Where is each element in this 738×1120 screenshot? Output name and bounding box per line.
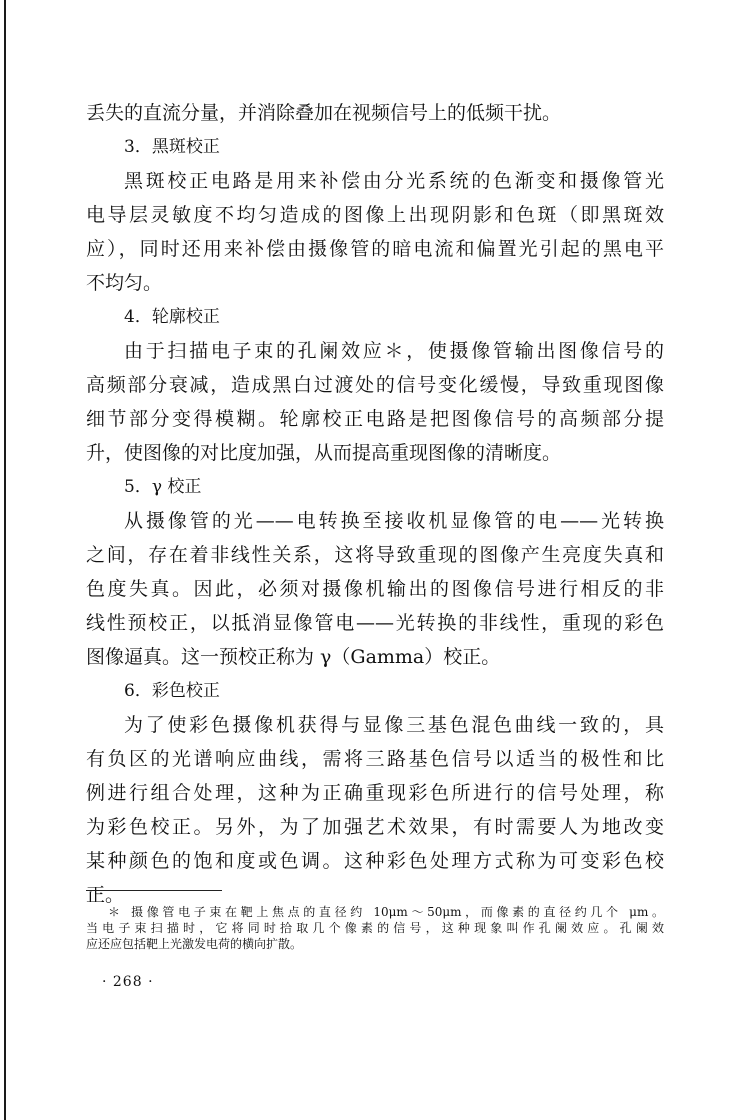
paragraph-line: 有负区的光谱响应曲线，需将三路基色信号以适当的极性和比 (86, 748, 664, 770)
paragraph-line: 为了使彩色摄像机获得与显像三基色混色曲线一致的，具 (124, 714, 664, 736)
paragraph-line: 线性预校正，以抵消显像管电——光转换的非线性，重现的彩色 (86, 612, 664, 634)
section-heading-contour-correction: 4．轮廓校正 (124, 307, 220, 327)
paragraph-line: 例进行组合处理，这种为正确重现彩色所进行的信号处理，称 (86, 782, 664, 804)
footnote-divider (86, 890, 222, 891)
footnote-line: 应还应包括靶上光激发电荷的横向扩散。 (86, 937, 303, 951)
paragraph-line: 丢失的直流分量，并消除叠加在视频信号上的低频干扰。 (86, 102, 562, 124)
page-body (86, 96, 664, 912)
paragraph-line: 某种颜色的饱和度或色调。这种彩色处理方式称为可变彩色校 (86, 850, 664, 872)
paragraph-line: 正。 (86, 884, 125, 906)
section-heading-shading-correction: 3．黑斑校正 (124, 137, 220, 157)
paragraph-line: 从摄像管的光——电转换至接收机显像管的电——光转换 (124, 510, 664, 532)
paragraph-line: 升，使图像的对比度加强，从而提高重现图像的清晰度。 (86, 442, 562, 464)
paragraph-line: 图像逼真。这一预校正称为 γ（Gamma）校正。 (86, 646, 501, 668)
footnote-line: 当电子束扫描时，它将同时拾取几个像素的信号，这种现象叫作孔阑效应。孔阑效 (86, 921, 664, 935)
paragraph-line: 不均匀。 (86, 272, 163, 294)
footnote (86, 904, 664, 952)
paragraph-line: 高频部分衰减，造成黑白过渡处的信号变化缓慢，导致重现图像 (86, 374, 664, 396)
paragraph-line: 应），同时还用来补偿由摄像管的暗电流和偏置光引起的黑电平 (86, 238, 664, 260)
paragraph-line: 之间，存在着非线性关系，这将导致重现的图像产生亮度失真和 (86, 544, 664, 566)
paragraph-line: 细节部分变得模糊。轮廓校正电路是把图像信号的高频部分提 (86, 408, 664, 430)
paragraph-line: 黑斑校正电路是用来补偿由分光系统的色渐变和摄像管光 (124, 170, 664, 192)
footnote-line: ＊ 摄像管电子束在靶上焦点的直径约 10μm～50μm，而像素的直径约几个 μm。 (108, 905, 664, 919)
paragraph-line: 电导层灵敏度不均匀造成的图像上出现阴影和色斑（即黑斑效 (86, 204, 664, 226)
section-heading-color-correction: 6．彩色校正 (124, 681, 220, 701)
page-number: · 268 · (102, 974, 154, 990)
paragraph-line: 色度失真。因此，必须对摄像机输出的图像信号进行相反的非 (86, 578, 664, 600)
paragraph-line: 由于扫描电子束的孔阑效应＊，使摄像管输出图像信号的 (124, 340, 664, 362)
paragraph-line: 为彩色校正。另外，为了加强艺术效果，有时需要人为地改变 (86, 816, 664, 838)
section-heading-gamma-correction: 5．γ 校正 (124, 477, 202, 497)
page-left-edge (4, 0, 6, 1120)
